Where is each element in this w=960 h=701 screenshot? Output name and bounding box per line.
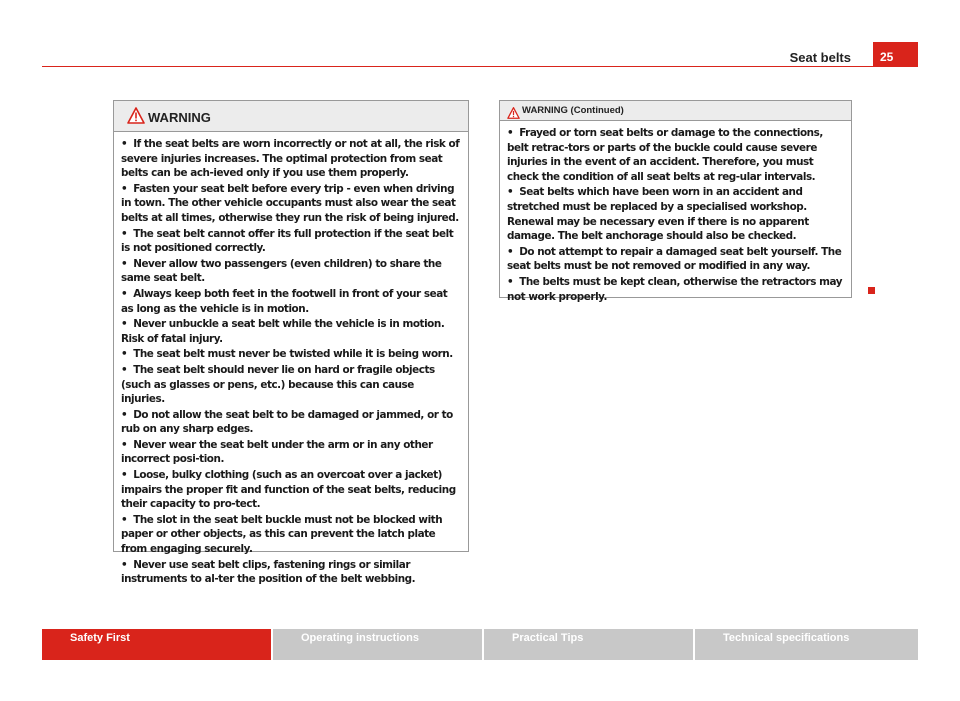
bullet-icon: • bbox=[121, 438, 128, 451]
warning-item: • The belts must be kept clean, otherwise the retractors may not work properly. bbox=[507, 275, 843, 303]
warning-item: • Never wear the seat belt under the arm or in any other incorrect posi-tion. bbox=[121, 438, 433, 466]
bullet-icon: • bbox=[121, 348, 128, 361]
warning-list bbox=[114, 132, 468, 594]
warning-title: WARNING bbox=[148, 110, 211, 125]
warning-title: WARNING (Continued) bbox=[522, 105, 624, 116]
footer-nav bbox=[42, 629, 918, 660]
bullet-icon: • bbox=[121, 227, 128, 240]
warning-item: • Fasten your seat belt before every trip - even when driving in town. The other vehicle occupants must also wear the seat belts at all times, otherwise they run the risk of being injured. bbox=[121, 182, 459, 224]
warning-box bbox=[113, 100, 469, 586]
warning-list bbox=[500, 121, 851, 311]
warning-item: • Always keep both feet in the footwell in front of your seat as long as the vehicle is in motion. bbox=[121, 287, 448, 315]
section-title: Seat belts bbox=[789, 50, 851, 65]
tab-operating-instructions[interactable]: Operating instructions bbox=[273, 629, 482, 660]
bullet-icon: • bbox=[121, 469, 128, 482]
tab-safety-first[interactable]: Safety First bbox=[42, 629, 271, 660]
section-end-marker bbox=[868, 287, 875, 294]
bullet-icon: • bbox=[507, 127, 514, 139]
bullet-icon: • bbox=[121, 558, 128, 571]
header-rule bbox=[42, 66, 918, 67]
warning-header bbox=[114, 101, 468, 132]
warning-item: • Never allow two passengers (even children) to share the same seat belt. bbox=[121, 257, 442, 285]
warning-triangle-icon bbox=[127, 107, 145, 128]
warning-continued-box bbox=[499, 100, 852, 303]
bullet-icon: • bbox=[121, 408, 128, 421]
warning-header bbox=[500, 101, 851, 121]
bullet-icon: • bbox=[507, 275, 514, 288]
bullet-icon: • bbox=[121, 138, 128, 150]
bullet-icon: • bbox=[507, 245, 514, 258]
warning-item: • The seat belt must never be twisted while it is being worn. bbox=[121, 348, 453, 361]
warning-item: • The slot in the seat belt buckle must not be blocked with paper or other objects, as this can prevent the latch plate from engaging securely. bbox=[121, 513, 443, 556]
warning-item: • Frayed or torn seat belts or damage to the connections, belt retrac-tors or parts of the buckle could cause severe injuries in the event of an accident. Therefore, you must check the condition of all seat belts at reg-ular intervals. bbox=[507, 127, 823, 183]
bullet-icon: • bbox=[121, 513, 128, 526]
warning-item: • The seat belt cannot offer its full protection if the seat belt is not positioned correctly. bbox=[121, 227, 454, 255]
warning-item: • Do not attempt to repair a damaged seat belt yourself. The seat belts must be not removed or modified in any way. bbox=[507, 245, 842, 273]
bullet-icon: • bbox=[121, 182, 128, 195]
warning-item: • Loose, bulky clothing (such as an overcoat over a jacket) impairs the proper fit and function of the seat belts, reducing their capacity to pro-tect. bbox=[121, 469, 456, 511]
bullet-icon: • bbox=[121, 257, 128, 270]
warning-item: • If the seat belts are worn incorrectly or not at all, the risk of severe injuries increases. The optimal protection from seat belts can be ach-ieved only if you use them properly. bbox=[121, 138, 460, 180]
warning-item: • Seat belts which have been worn in an accident and stretched must be replaced by a specialised workshop. Renewal may be necessary even if there is no apparent damage. The belt anchorage should also be checked. bbox=[507, 186, 809, 243]
page-number: 25 bbox=[880, 50, 894, 64]
bullet-icon: • bbox=[121, 318, 128, 331]
bullet-icon: • bbox=[121, 363, 128, 376]
bullet-icon: • bbox=[507, 186, 514, 199]
warning-item: • Do not allow the seat belt to be damaged or jammed, or to rub on any sharp edges. bbox=[121, 408, 453, 436]
warning-item: • Never use seat belt clips, fastening rings or similar instruments to al-ter the position of the belt webbing. bbox=[121, 558, 416, 586]
warning-item: • Never unbuckle a seat belt while the vehicle is in motion. Risk of fatal injury. bbox=[121, 318, 445, 345]
bullet-icon: • bbox=[121, 287, 128, 300]
tab-technical-specifications[interactable]: Technical specifications bbox=[695, 629, 918, 660]
warning-item: • The seat belt should never lie on hard or fragile objects (such as glasses or pens, etc.) because this can cause injuries. bbox=[121, 363, 435, 406]
tab-practical-tips[interactable]: Practical Tips bbox=[484, 629, 693, 660]
warning-triangle-icon bbox=[507, 104, 520, 123]
